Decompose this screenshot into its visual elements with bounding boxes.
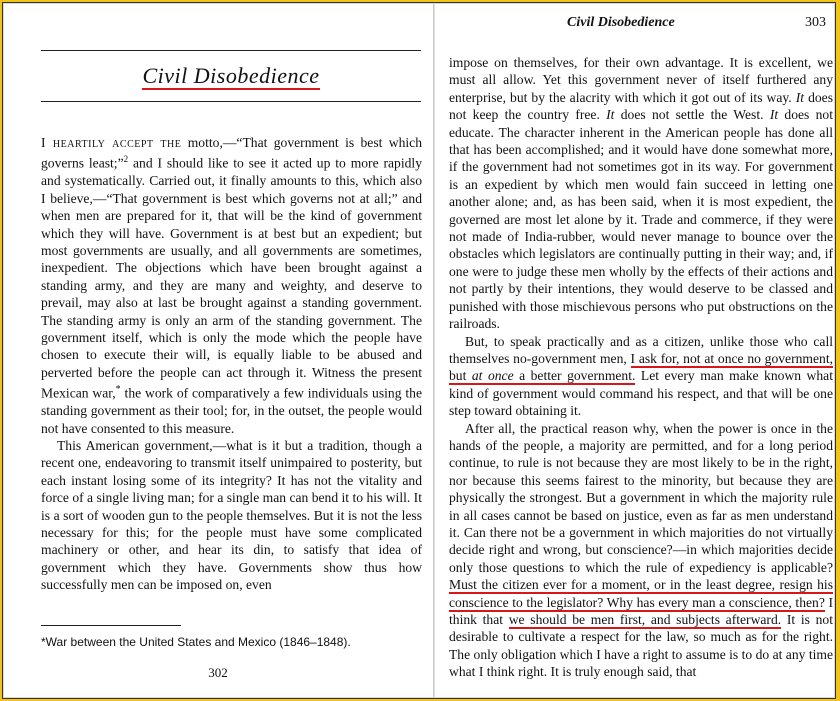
left-page (3, 3, 433, 698)
page-number-right: 303 (805, 15, 826, 30)
title-bottom-rule (41, 101, 421, 102)
highlight-underline: Must the citizen ever for a moment, or in the least degree, resign his conscience to the legislator? Why has every man a conscience, then? (449, 577, 833, 610)
title-top-rule (41, 50, 421, 51)
footnote: *War between the United States and Mexico (1846–1848). (41, 635, 351, 649)
paragraph: impose on themselves, for their own advantage. It is excellent, we must all allow. Yet this government never of itself furthered any enterprise, but by the alacrity with which it got out of its way. It does not keep the country free. It does not settle the West. It does not educate. The character inherent in the American people has done all that has been accomplished; and it would have done somewhat more, if the government had not sometimes got in its way. For government is an expedient by which men would fain succeed in letting one another alone; and, as has been said, when it is most expedient, the governed are most let alone by it. Trade and commerce, if they were not made of India-rubber, would never manage to bounce over the obstacles which legislators are continually putting in their way; and, if one were to judge these men wholly by the effects of their actions and not partly by their intentions, they would deserve to be classed and punished with those mischievous persons who put obstructions on the railroads. (449, 55, 833, 332)
paragraph: This American government,—what is it but a tradition, though a recent one, endeavoring to transmit itself unimpaired to posterity, but each instant losing some of its integrity? It has not the vitality and force of a single living man; for a single man can bend it to his will. It is a sort of wooden gun to the people themselves. But it is not the less necessary for this; for the people must have some complicated machinery or other, and hear its din, to satisfy that idea of government which they have. Governments show thus how successfully men can be imposed on, even (41, 437, 422, 593)
left-body-text (41, 134, 422, 594)
footnote-rule (41, 625, 181, 626)
highlight-underline: I ask for, not at once no government, but at once a better government. (449, 350, 833, 384)
book-spread (2, 2, 836, 699)
right-page (435, 3, 835, 698)
running-head: Civil Disobedience (567, 15, 675, 30)
paragraph: I heartily accept the motto,—“That government is best which governs least;”$^2$ and I should like to see it acted up to more rapidly and systematically. Carried out, it finally amounts to this, which also I believe,—“That government is best which governs not at all;” and when men are prepared for it, that will be the kind of government which they will have. Government is at best but an expedient; but most governments are usually, and all governments are sometimes, inexpedient. The objections which have been brought against a standing army, and they are many and weighty, and deserve to prevail, may also at last be brought against a standing government. The standing army is only an arm of the standing government. The government itself, which is only the mode which the people have chosen to execute their will, is equally liable to be abused and perverted before the people can act through it. Witness the present Mexican war,* the work of comparatively a few individuals using the standing government as their tool; for, in the outset, the people would not have consented to this measure. (41, 135, 423, 436)
highlight-underline: we should be men first, and subjects afterward. (508, 612, 782, 627)
right-body-text (449, 54, 833, 681)
chapter-title: Civil Disobedience (142, 63, 320, 88)
paragraph: After all, the practical reason why, when the power is once in the hands of the people, a majority are permitted, and for a long period continue, to rule is not because they are most likely to be in the right, nor because this seems fairest to the minority, but because they are physically the strongest. But a government in which the majority rule in all cases cannot be based on justice, even as far as men understand it. Can there not be a government in which majorities do not virtually decide right and wrong, but conscience?—in which majorities decide only those questions to which the rule of expediency is applicable? Must the citizen ever for a moment, or in the least degree, resign his conscience to the legislator? Why has every man a conscience, then? I think that we should be men first, and subjects afterward. It is not desirable to cultivate a respect for the law, so much as for the right. The only obligation which I have a right to assume is to do at any time what I think right. It is truly enough said, that (449, 420, 833, 680)
paragraph: But, to speak practically and as a citizen, unlike those who call themselves no-government men, I ask for, not at once no government, but at once a better government. Let every man make known what kind of government would command his respect, and that will be one step toward obtaining it. (449, 333, 833, 419)
page-number-left: 302 (208, 665, 228, 680)
